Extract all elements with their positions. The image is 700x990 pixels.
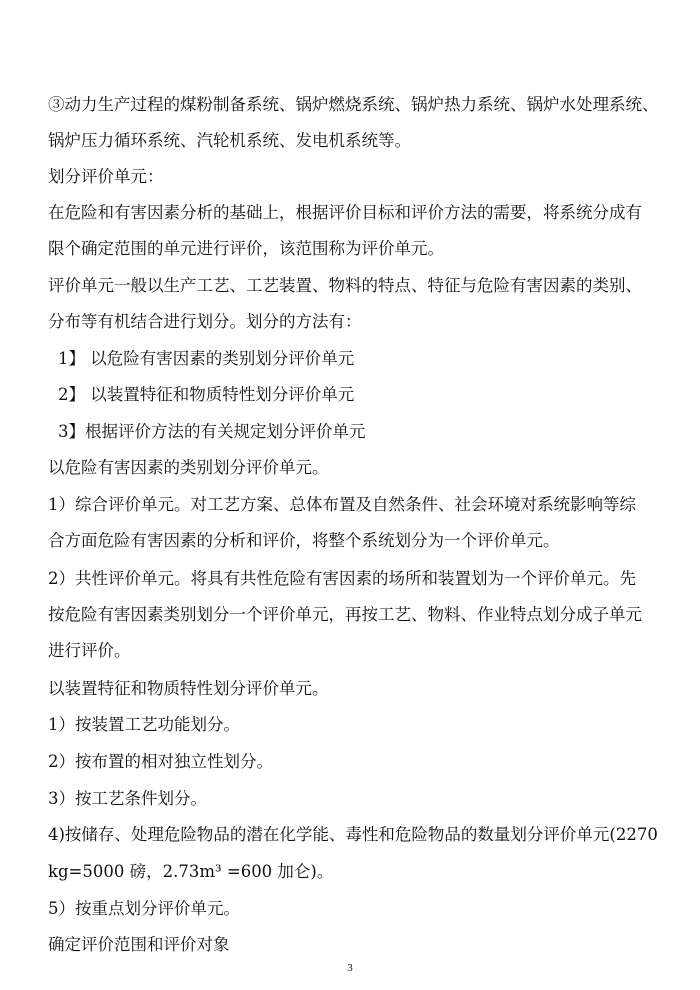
text-line-8: 1】 以危险有害因素的类别划分评价单元 [58, 349, 355, 368]
text-line-9: 2】 以装置特征和物质特性划分评价单元 [58, 385, 355, 404]
text-line-18: 1）按装置工艺功能划分。 [48, 715, 240, 734]
text-line-13: 合方面危险有害因素的分析和评价，将整个系统划分为一个评价单元。 [48, 531, 560, 550]
text-line-21: 4)按储存、处理危险物品的潜在化学能、毒性和危险物品的数量划分评价单元(2270 [48, 825, 658, 844]
text-line-3: 划分评价单元： [48, 167, 164, 186]
text-line-1: ③动力生产过程的煤粉制备系统、锅炉燃烧系统、锅炉热力系统、锅炉水处理系统、 [48, 95, 659, 114]
text-line-15: 按危险有害因素类别划分一个评价单元，再按工艺、物料、作业特点划分成子单元 [48, 605, 642, 624]
text-line-6: 评价单元一般以生产工艺、工艺装置、物料的特点、特征与危险有害因素的类别、 [48, 276, 642, 295]
text-line-7: 分布等有机结合进行划分。划分的方法有： [48, 312, 362, 331]
text-line-23: 5）按重点划分评价单元。 [48, 899, 240, 918]
text-line-16: 进行评价。 [48, 641, 131, 660]
page-number: 3 [347, 962, 353, 974]
text-line-24: 确定评价范围和评价对象 [48, 935, 230, 954]
text-line-19: 2）按布置的相对独立性划分。 [48, 752, 273, 771]
text-line-17: 以装置特征和物质特性划分评价单元。 [48, 679, 329, 698]
text-line-14: 2）共性评价单元。将具有共性危险有害因素的场所和装置划为一个评价单元。先 [48, 569, 636, 588]
text-line-4: 在危险和有害因素分析的基础上，根据评价目标和评价方法的需要，将系统分成有 [48, 203, 642, 222]
text-line-5: 限个确定范围的单元进行评价，该范围称为评价单元。 [48, 239, 444, 258]
text-line-12: 1）综合评价单元。对工艺方案、总体布置及自然条件、社会环境对系统影响等综 [48, 495, 636, 514]
text-line-22: kg=5000 磅，2.73m³ =600 加仑)。 [48, 862, 334, 881]
text-line-2: 锅炉压力循环系统、汽轮机系统、发电机系统等。 [48, 131, 411, 150]
text-line-11: 以危险有害因素的类别划分评价单元。 [48, 458, 329, 477]
text-line-20: 3）按工艺条件划分。 [48, 789, 207, 808]
text-line-10: 3】根据评价方法的有关规定划分评价单元 [58, 422, 366, 441]
